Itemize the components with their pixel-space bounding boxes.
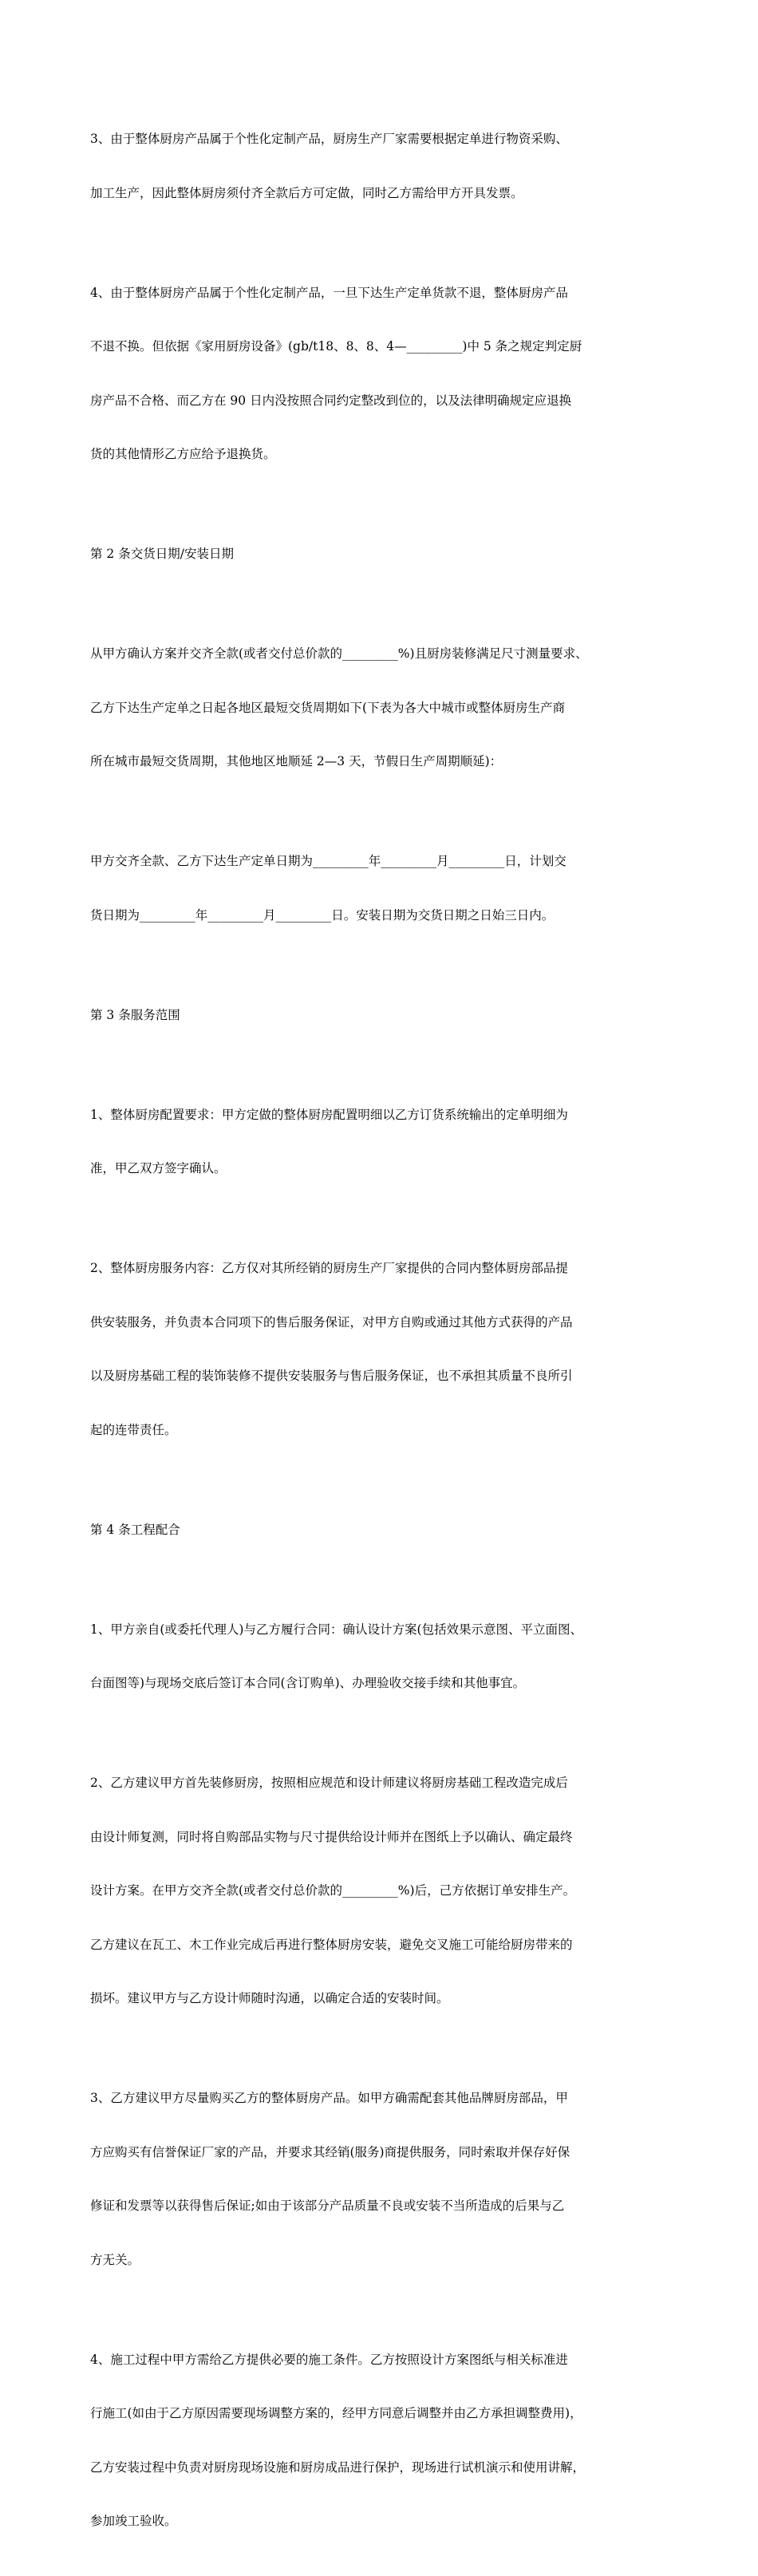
text-line: 修证和发票等以获得售后保证;如由于该部分产品质量不良或安装不当所造成的后果与乙 [90, 2199, 565, 2213]
clause-paragraph [90, 1738, 673, 2044]
text-line: 供安装服务，并负责本合同项下的售后服务保证，对甲方自购或通过其他方式获得的产品 [90, 1314, 573, 1329]
section-heading-article-2 [90, 509, 673, 599]
text-line: 货日期为_________年_________月_________日。安装日期为交货日期之日始三日内。 [90, 907, 555, 923]
text-line: 行施工(如由于乙方原因需要现场调整方案的，经甲方同意后调整并由乙方承担调整费用)， [90, 2406, 582, 2420]
clause-paragraph [90, 94, 673, 238]
clause-paragraph [90, 248, 673, 500]
text-line: 设计方案。在甲方交齐全款(或者交付总价款的_________%)后，己方依据订单安排生产。 [90, 1883, 576, 1898]
text-line: 台面图等)与现场交底后签订本合同(含订购单)、办理验收交接手续和其他事宜。 [90, 1676, 526, 1690]
text-line: 参加竣工验收。 [90, 2514, 177, 2528]
text-line: 货的其他情形乙方应给予退换货。 [90, 447, 276, 461]
heading-text: 第 2 条交货日期/安装日期 [90, 547, 234, 561]
text-line: 乙方安装过程中负责对厨房现场设施和厨房成品进行保护，现场进行试机演示和使用讲解， [90, 2459, 586, 2475]
text-line: 3、乙方建议甲方尽量购买乙方的整体厨房产品。如甲方确需配套其他品牌厨房部品，甲 [90, 2091, 568, 2105]
section-heading-article-3 [90, 970, 673, 1061]
text-line: 方无关。 [90, 2252, 140, 2267]
text-line: 准，甲乙双方签字确认。 [90, 1161, 227, 1175]
text-line: 2、乙方建议甲方首先装修厨房，按照相应规范和设计师建议将厨房基础工程改造完成后 [90, 1776, 568, 1790]
clause-paragraph [90, 609, 673, 807]
text-line: 起的连带责任。 [90, 1422, 177, 1437]
text-line: 不退不换。但依据《家用厨房设备》(gb/t18、8、8、4—_________)中 5 条之规定判定厨 [90, 339, 582, 354]
text-line: 房产品不合格、而乙方在 90 日内没按照合同约定整改到位的，以及法律明确规定应退换 [90, 393, 572, 408]
section-heading-article-4 [90, 1485, 673, 1575]
clause-paragraph [90, 1585, 673, 1729]
text-line: 加工生产，因此整体厨房须付齐全款后方可定做，同时乙方需给甲方开具发票。 [90, 185, 523, 200]
text-line: 3、由于整体厨房产品属于个性化定制产品，厨房生产厂家需要根据定单进行物资采购、 [90, 132, 568, 146]
clause-paragraph [90, 816, 673, 960]
clause-paragraph [90, 1223, 673, 1475]
clause-paragraph [90, 2053, 673, 2305]
contract-page [90, 94, 673, 2576]
text-line: 以及厨房基础工程的装饰装修不提供安装服务与售后服务保证，也不承担其质量不良所引 [90, 1369, 573, 1383]
text-line: 损坏。建议甲方与乙方设计师随时沟通，以确定合适的安装时间。 [90, 1991, 449, 2005]
text-line: 4、施工过程中甲方需给乙方提供必要的施工条件。乙方按照设计方案图纸与相关标准进 [90, 2352, 568, 2367]
clause-paragraph [90, 2315, 673, 2566]
text-line: 2、整体厨房服务内容：乙方仅对其所经销的厨房生产厂家提供的合同内整体厨房部品提 [90, 1261, 568, 1275]
text-line: 由设计师复测，同时将自购部品实物与尺寸提供给设计师并在图纸上予以确认、确定最终 [90, 1829, 573, 1844]
text-line: 方应购买有信誉保证厂家的产品，并要求其经销(服务)商提供服务，同时索取并保存好保 [90, 2144, 570, 2159]
text-line: 从甲方确认方案并交齐全款(或者交付总价款的_________%)且厨房装修满足尺寸测量要求、 [90, 646, 588, 661]
clause-paragraph [90, 1070, 673, 1214]
text-line: 所在城市最短交货周期，其他地区地顺延 2—3 天，节假日生产周期顺延)： [90, 754, 503, 768]
text-line: 1、整体厨房配置要求：甲方定做的整体厨房配置明细以乙方订货系统输出的定单明细为 [90, 1107, 568, 1122]
text-line: 4、由于整体厨房产品属于个性化定制产品，一旦下达生产定单货款不退，整体厨房产品 [90, 285, 568, 300]
text-line: 甲方交齐全款、乙方下达生产定单日期为_________年_________月_________日，计划交 [90, 854, 567, 868]
heading-text: 第 4 条工程配合 [90, 1522, 180, 1537]
text-line: 1、甲方亲自(或委托代理人)与乙方履行合同：确认设计方案(包括效果示意图、平立面图、 [90, 1622, 583, 1637]
heading-text: 第 3 条服务范围 [90, 1007, 180, 1022]
text-line: 乙方建议在瓦工、木工作业完成后再进行整体厨房安装，避免交叉施工可能给厨房带来的 [90, 1937, 573, 1952]
text-line: 乙方下达生产定单之日起各地区最短交货周期如下(下表为各大中城市或整体厨房生产商 [90, 700, 566, 715]
